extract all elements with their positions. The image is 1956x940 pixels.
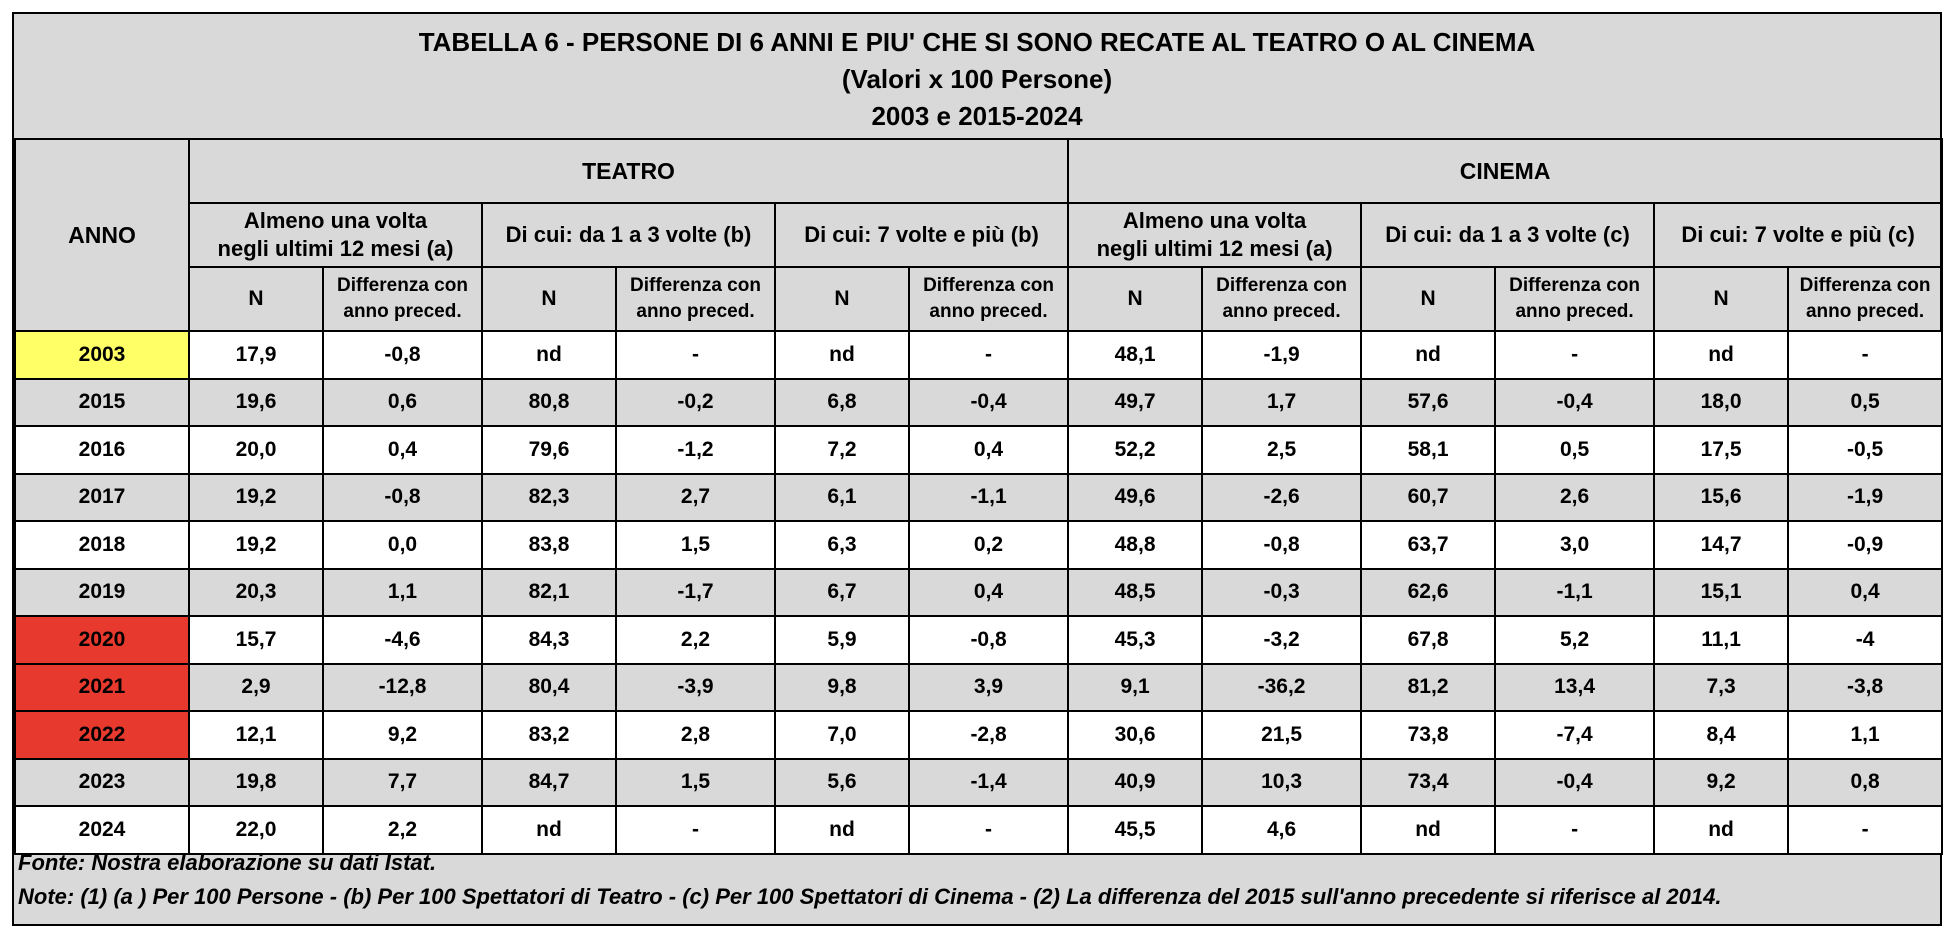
value-cell: nd <box>482 806 616 854</box>
table-frame <box>12 12 1942 926</box>
value-cell: 11,1 <box>1654 616 1788 664</box>
value-cell: 83,2 <box>482 711 616 759</box>
value-cell: 0,8 <box>1788 759 1942 807</box>
value-cell: 0,4 <box>909 426 1068 474</box>
year-cell: 2016 <box>15 426 189 474</box>
value-cell: 0,4 <box>323 426 482 474</box>
value-cell: -0,4 <box>1495 379 1654 427</box>
anno-header: ANNO <box>15 139 189 331</box>
value-cell: 1,7 <box>1202 379 1361 427</box>
value-cell: - <box>616 806 775 854</box>
value-cell: 7,2 <box>775 426 909 474</box>
title-line-3: 2003 e 2015-2024 <box>871 101 1083 131</box>
value-cell: -3,9 <box>616 664 775 712</box>
value-cell: 45,3 <box>1068 616 1202 664</box>
data-table <box>14 138 1943 855</box>
teatro-almeno-header <box>189 203 482 267</box>
table-row <box>15 759 1942 807</box>
value-cell: 14,7 <box>1654 521 1788 569</box>
value-cell: -1,1 <box>909 474 1068 522</box>
notes-block <box>18 846 1938 914</box>
value-cell: 0,6 <box>323 379 482 427</box>
cinema-1-3-header: Di cui: da 1 a 3 volte (c) <box>1361 203 1654 267</box>
value-cell: nd <box>1654 331 1788 379</box>
year-cell: 2018 <box>15 521 189 569</box>
value-cell: -4,6 <box>323 616 482 664</box>
value-cell: 1,1 <box>323 569 482 617</box>
value-cell: 0,5 <box>1788 379 1942 427</box>
table-body <box>15 331 1942 854</box>
n-column-header: N <box>775 267 909 331</box>
diff-header-line2: anno preced. <box>343 301 462 322</box>
diff-column-header <box>323 267 482 331</box>
value-cell: -1,9 <box>1202 331 1361 379</box>
value-cell: 73,8 <box>1361 711 1495 759</box>
value-cell: 13,4 <box>1495 664 1654 712</box>
value-cell: -1,4 <box>909 759 1068 807</box>
value-cell: 84,7 <box>482 759 616 807</box>
value-cell: 5,6 <box>775 759 909 807</box>
cinema-header: CINEMA <box>1068 139 1942 203</box>
table-row <box>15 664 1942 712</box>
year-cell: 2015 <box>15 379 189 427</box>
value-cell: 5,2 <box>1495 616 1654 664</box>
value-cell: -4 <box>1788 616 1942 664</box>
year-cell: 2003 <box>15 331 189 379</box>
value-cell: 81,2 <box>1361 664 1495 712</box>
value-cell: - <box>616 331 775 379</box>
value-cell: - <box>1495 331 1654 379</box>
year-cell: 2022 <box>15 711 189 759</box>
value-cell: 58,1 <box>1361 426 1495 474</box>
value-cell: 9,1 <box>1068 664 1202 712</box>
diff-column-header <box>1202 267 1361 331</box>
footnote: Note: (1) (a ) Per 100 Persone - (b) Per 100 Spettatori di Teatro - (c) Per 100 Spettatori di Cinema - (2) La differenza del 2015 sull'anno precedente si riferisce al 2014. <box>18 884 1722 909</box>
year-cell: 2020 <box>15 616 189 664</box>
value-cell: 48,5 <box>1068 569 1202 617</box>
diff-column-header <box>616 267 775 331</box>
value-cell: 18,0 <box>1654 379 1788 427</box>
n-column-header: N <box>1361 267 1495 331</box>
year-cell: 2019 <box>15 569 189 617</box>
diff-header-line1: Differenza con <box>630 275 761 296</box>
value-cell: 0,4 <box>1788 569 1942 617</box>
value-cell: 48,1 <box>1068 331 1202 379</box>
value-cell: -7,4 <box>1495 711 1654 759</box>
table-row <box>15 521 1942 569</box>
value-cell: 19,2 <box>189 521 323 569</box>
cinema-almeno-line1: Almeno una volta <box>1122 208 1307 233</box>
cinema-almeno-line2: negli ultimi 12 mesi (a) <box>1096 236 1333 261</box>
value-cell: nd <box>775 331 909 379</box>
value-cell: nd <box>482 331 616 379</box>
table-title <box>14 14 1940 138</box>
value-cell: -0,9 <box>1788 521 1942 569</box>
value-cell: 52,2 <box>1068 426 1202 474</box>
value-cell: 7,0 <box>775 711 909 759</box>
value-cell: 1,1 <box>1788 711 1942 759</box>
value-cell: 2,8 <box>616 711 775 759</box>
value-cell: 1,5 <box>616 759 775 807</box>
value-cell: 6,8 <box>775 379 909 427</box>
value-cell: 2,2 <box>323 806 482 854</box>
source-note: Fonte: Nostra elaborazione su dati Istat. <box>18 850 437 875</box>
diff-header-line1: Differenza con <box>923 275 1054 296</box>
diff-header-line2: anno preced. <box>636 301 755 322</box>
value-cell: 45,5 <box>1068 806 1202 854</box>
value-cell: -3,8 <box>1788 664 1942 712</box>
value-cell: 6,7 <box>775 569 909 617</box>
diff-header-line1: Differenza con <box>1216 275 1348 296</box>
value-cell: 12,1 <box>189 711 323 759</box>
n-column-header: N <box>1654 267 1788 331</box>
diff-column-header <box>1495 267 1654 331</box>
cinema-almeno-header <box>1068 203 1361 267</box>
value-cell: 2,7 <box>616 474 775 522</box>
value-cell: 1,5 <box>616 521 775 569</box>
column-subheaders <box>15 267 1942 331</box>
teatro-almeno-line2: negli ultimi 12 mesi (a) <box>217 236 454 261</box>
value-cell: nd <box>1361 806 1495 854</box>
value-cell: 2,9 <box>189 664 323 712</box>
value-cell: -0,5 <box>1788 426 1942 474</box>
table-row <box>15 474 1942 522</box>
year-cell: 2017 <box>15 474 189 522</box>
value-cell: 30,6 <box>1068 711 1202 759</box>
year-cell: 2023 <box>15 759 189 807</box>
value-cell: 7,7 <box>323 759 482 807</box>
value-cell: 9,8 <box>775 664 909 712</box>
title-line-1: TABELLA 6 - PERSONE DI 6 ANNI E PIU' CHE SI SONO RECATE AL TEATRO O AL CINEMA <box>418 27 1536 57</box>
value-cell: 82,1 <box>482 569 616 617</box>
title-line-2: (Valori x 100 Persone) <box>841 64 1113 94</box>
diff-header-line2: anno preced. <box>1805 301 1925 322</box>
value-cell: nd <box>775 806 909 854</box>
diff-column-header <box>909 267 1068 331</box>
value-cell: 17,9 <box>189 331 323 379</box>
value-cell: 84,3 <box>482 616 616 664</box>
value-cell: 80,8 <box>482 379 616 427</box>
value-cell: 82,3 <box>482 474 616 522</box>
value-cell: 0,4 <box>909 569 1068 617</box>
n-column-header: N <box>482 267 616 331</box>
value-cell: 6,3 <box>775 521 909 569</box>
value-cell: 15,7 <box>189 616 323 664</box>
value-cell: -0,8 <box>909 616 1068 664</box>
value-cell: - <box>1495 806 1654 854</box>
value-cell: - <box>1788 331 1942 379</box>
value-cell: 20,0 <box>189 426 323 474</box>
value-cell: 9,2 <box>323 711 482 759</box>
table-row <box>15 331 1942 379</box>
value-cell: -1,2 <box>616 426 775 474</box>
value-cell: 3,9 <box>909 664 1068 712</box>
n-column-header: N <box>1068 267 1202 331</box>
value-cell: -0,3 <box>1202 569 1361 617</box>
value-cell: 40,9 <box>1068 759 1202 807</box>
diff-header-line2: anno preced. <box>929 301 1048 322</box>
value-cell: 49,6 <box>1068 474 1202 522</box>
value-cell: -0,8 <box>1202 521 1361 569</box>
value-cell: nd <box>1654 806 1788 854</box>
value-cell: 15,1 <box>1654 569 1788 617</box>
value-cell: -1,7 <box>616 569 775 617</box>
value-cell: -1,9 <box>1788 474 1942 522</box>
diff-header-line1: Differenza con <box>337 275 468 296</box>
value-cell: 0,5 <box>1495 426 1654 474</box>
value-cell: 63,7 <box>1361 521 1495 569</box>
value-cell: 62,6 <box>1361 569 1495 617</box>
value-cell: 2,6 <box>1495 474 1654 522</box>
value-cell: - <box>1788 806 1942 854</box>
value-cell: 9,2 <box>1654 759 1788 807</box>
value-cell: nd <box>1361 331 1495 379</box>
value-cell: 6,1 <box>775 474 909 522</box>
value-cell: 15,6 <box>1654 474 1788 522</box>
value-cell: 60,7 <box>1361 474 1495 522</box>
value-cell: 7,3 <box>1654 664 1788 712</box>
value-cell: 2,2 <box>616 616 775 664</box>
value-cell: 10,3 <box>1202 759 1361 807</box>
value-cell: -12,8 <box>323 664 482 712</box>
year-cell: 2021 <box>15 664 189 712</box>
value-cell: 19,6 <box>189 379 323 427</box>
diff-header-line2: anno preced. <box>1515 301 1634 322</box>
value-cell: -2,6 <box>1202 474 1361 522</box>
value-cell: 4,6 <box>1202 806 1361 854</box>
value-cell: - <box>909 331 1068 379</box>
value-cell: 80,4 <box>482 664 616 712</box>
value-cell: 22,0 <box>189 806 323 854</box>
value-cell: - <box>909 806 1068 854</box>
value-cell: 21,5 <box>1202 711 1361 759</box>
teatro-1-3-header: Di cui: da 1 a 3 volte (b) <box>482 203 775 267</box>
cinema-7-header: Di cui: 7 volte e più (c) <box>1654 203 1942 267</box>
value-cell: 49,7 <box>1068 379 1202 427</box>
value-cell: 0,2 <box>909 521 1068 569</box>
value-cell: 3,0 <box>1495 521 1654 569</box>
value-cell: 57,6 <box>1361 379 1495 427</box>
value-cell: -3,2 <box>1202 616 1361 664</box>
value-cell: 5,9 <box>775 616 909 664</box>
value-cell: -36,2 <box>1202 664 1361 712</box>
teatro-7-header: Di cui: 7 volte e più (b) <box>775 203 1068 267</box>
value-cell: 73,4 <box>1361 759 1495 807</box>
value-cell: 83,8 <box>482 521 616 569</box>
value-cell: -1,1 <box>1495 569 1654 617</box>
value-cell: -2,8 <box>909 711 1068 759</box>
value-cell: 19,8 <box>189 759 323 807</box>
value-cell: 67,8 <box>1361 616 1495 664</box>
table-row <box>15 426 1942 474</box>
table-row <box>15 616 1942 664</box>
value-cell: 2,5 <box>1202 426 1361 474</box>
value-cell: -0,4 <box>1495 759 1654 807</box>
teatro-header: TEATRO <box>189 139 1068 203</box>
value-cell: -0,8 <box>323 331 482 379</box>
value-cell: 0,0 <box>323 521 482 569</box>
diff-header-line1: Differenza con <box>1509 275 1641 296</box>
value-cell: -0,4 <box>909 379 1068 427</box>
table-row <box>15 711 1942 759</box>
diff-column-header <box>1788 267 1942 331</box>
diff-header-line1: Differenza con <box>1799 275 1931 296</box>
value-cell: 8,4 <box>1654 711 1788 759</box>
table-row <box>15 379 1942 427</box>
teatro-almeno-line1: Almeno una volta <box>243 208 428 233</box>
diff-header-line2: anno preced. <box>1222 301 1341 322</box>
value-cell: -0,2 <box>616 379 775 427</box>
value-cell: 48,8 <box>1068 521 1202 569</box>
value-cell: 19,2 <box>189 474 323 522</box>
value-cell: 20,3 <box>189 569 323 617</box>
value-cell: 79,6 <box>482 426 616 474</box>
value-cell: 17,5 <box>1654 426 1788 474</box>
n-column-header: N <box>189 267 323 331</box>
value-cell: -0,8 <box>323 474 482 522</box>
year-cell: 2024 <box>15 806 189 854</box>
table-row <box>15 569 1942 617</box>
